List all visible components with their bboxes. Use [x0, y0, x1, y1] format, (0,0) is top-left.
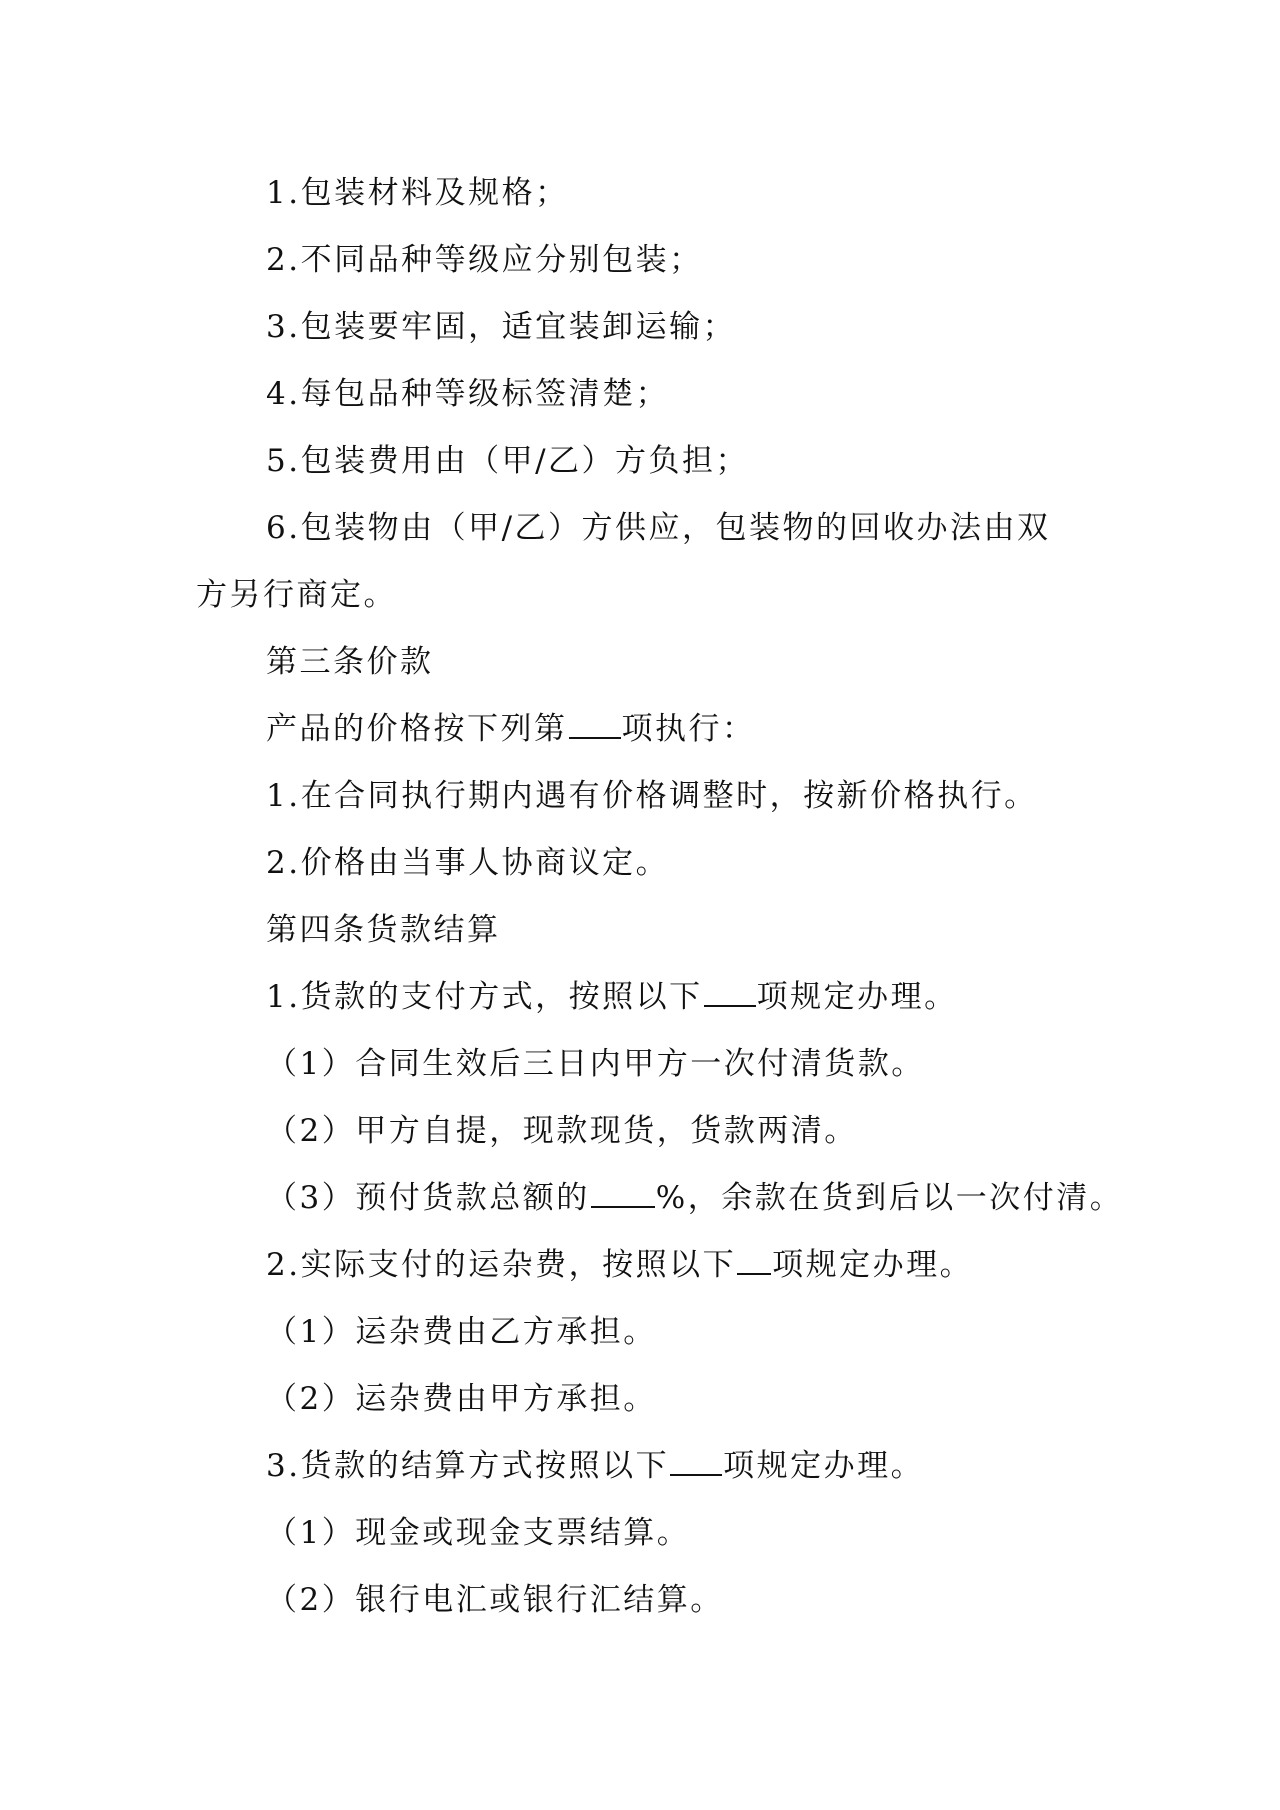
article-4-title: 第四条货款结算 [266, 912, 501, 948]
packaging-item-2: 2.不同品种等级应分别包装； [266, 242, 703, 278]
article-4-para-2-text: 2.实际支付的运杂费，按照以下 [266, 1247, 737, 1283]
article-3-intro [196, 696, 1096, 763]
fill-in-blank [591, 1178, 655, 1208]
article-3-intro-text: 产品的价格按下列第 [266, 711, 568, 747]
document-body [196, 160, 1124, 1634]
fill-in-blank [569, 709, 621, 739]
article-3-intro-text-end: 项执行： [621, 711, 756, 747]
article-4-para-3 [196, 1433, 1096, 1500]
article-4-para-1-text: 1.货款的支付方式，按照以下 [266, 979, 703, 1015]
packaging-item-3: 3.包装要牢固，适宜装卸运输； [266, 309, 737, 345]
article-4-para-1-text-end: 项规定办理。 [756, 979, 958, 1015]
article-4-para-2-option-1: （1）运杂费由乙方承担。 [266, 1314, 657, 1350]
option-3-text: （3）预付货款总额的 [266, 1180, 590, 1216]
fill-in-blank [670, 1446, 722, 1476]
fill-in-blank [737, 1245, 771, 1275]
packaging-item-4: 4.每包品种等级标签清楚； [266, 376, 670, 412]
packaging-item-6: 6.包装物由（甲/乙）方供应，包装物的回收办法由双 [266, 510, 1051, 546]
packaging-item-6-continued: 方另行商定。 [196, 577, 397, 613]
article-4-para-3-text-end: 项规定办理。 [723, 1448, 925, 1484]
packaging-item-1: 1.包装材料及规格； [266, 175, 569, 211]
article-3-item-1: 1.在合同执行期内遇有价格调整时，按新价格执行。 [266, 778, 1038, 814]
option-3-text-end: %，余款在货到后以一次付清。 [655, 1180, 1124, 1216]
article-4-para-1-option-1: （1）合同生效后三日内甲方一次付清货款。 [266, 1046, 925, 1082]
packaging-item-5: 5.包装费用由（甲/乙）方负担； [266, 443, 750, 479]
article-4-para-1 [196, 964, 1096, 1031]
article-4-para-2 [196, 1232, 1096, 1299]
article-4-para-1-option-3 [196, 1165, 1124, 1232]
fill-in-blank [704, 977, 756, 1007]
article-4-para-2-option-2: （2）运杂费由甲方承担。 [266, 1381, 657, 1417]
article-3-item-2: 2.价格由当事人协商议定。 [266, 845, 670, 881]
article-4-para-3-option-2: （2）银行电汇或银行汇结算。 [266, 1582, 724, 1618]
article-3-title: 第三条价款 [266, 644, 434, 680]
article-4-para-3-text: 3.货款的结算方式按照以下 [266, 1448, 670, 1484]
article-4-para-1-option-2: （2）甲方自提，现款现货，货款两清。 [266, 1113, 858, 1149]
article-4-para-3-option-1: （1）现金或现金支票结算。 [266, 1515, 691, 1551]
article-4-para-2-text-end: 项规定办理。 [772, 1247, 974, 1283]
